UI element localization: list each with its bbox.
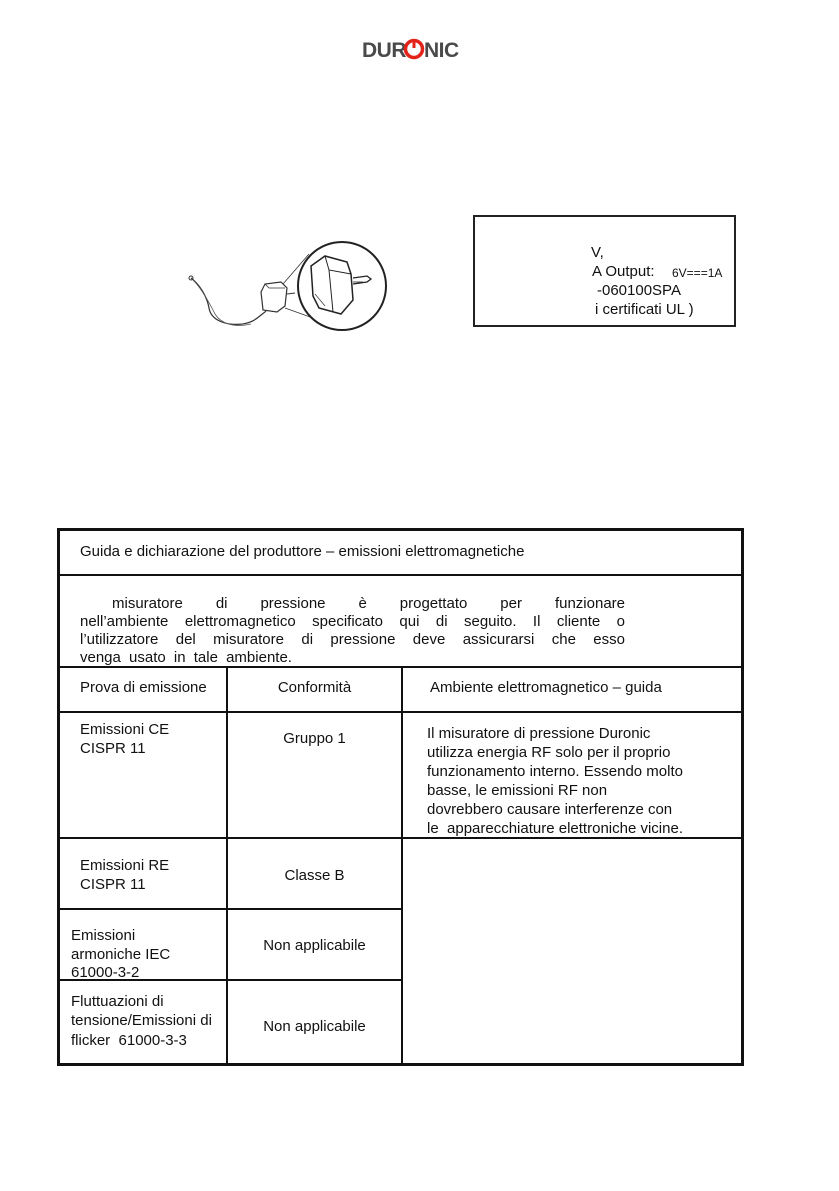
table-divider	[401, 667, 403, 1063]
spec-voltage: V,	[591, 244, 604, 261]
row2-compliance: Classe B	[284, 867, 345, 884]
logo-text-right: NIC	[424, 39, 459, 62]
row1-test-line1: Emissioni CE	[80, 721, 170, 738]
row1-guidance-line5: dovrebbero causare interferenze con	[427, 801, 673, 818]
specification-box	[473, 215, 736, 327]
row3-compliance: Non applicabile	[263, 937, 366, 954]
row1-guidance-line4: basse, le emissioni RF non	[427, 782, 608, 799]
row4-test-line3: flicker 61000-3-3	[71, 1032, 187, 1049]
power-adapter-illustration	[185, 236, 385, 336]
intro-line-3: l’utilizzatore del misuratore di pressione deve assicurarsi che esso	[80, 631, 625, 648]
row1-guidance-line1: Il misuratore di pressione Duronic	[427, 725, 651, 742]
spec-output-value: 6V===1A	[672, 266, 723, 280]
row1-guidance-line3: funzionamento interno. Essendo molto	[427, 763, 683, 780]
logo-text-left: DUR	[362, 39, 406, 62]
table-divider	[60, 574, 741, 576]
row4-test-line1: Fluttuazioni di	[71, 993, 164, 1010]
header-emission-test: Prova di emissione	[80, 679, 207, 696]
spec-model: -060100SPA	[597, 282, 681, 299]
intro-line-2: nell’ambiente elettromagnetico specificato qui di seguito. Il cliente o	[80, 613, 625, 630]
header-guidance: Ambiente elettromagnetico – guida	[430, 679, 662, 696]
row2-test-line2: CISPR 11	[80, 876, 146, 893]
row1-guidance-line2: utilizza energia RF solo per il proprio	[427, 744, 671, 761]
row3-test-line1: Emissioni	[71, 927, 136, 944]
table-title: Guida e dichiarazione del produttore – emissioni elettromagnetiche	[80, 543, 525, 560]
row3-test-line3: 61000-3-2	[71, 964, 140, 981]
row4-test-line2: tensione/Emissioni di	[71, 1012, 212, 1029]
table-divider	[60, 908, 401, 910]
emissions-table	[57, 528, 744, 1066]
spec-certification: i certificati UL )	[595, 301, 694, 318]
table-divider	[226, 667, 228, 1063]
intro-line-1: misuratore di pressione è progettato per funzionare	[112, 595, 625, 612]
row1-compliance: Gruppo 1	[283, 730, 346, 747]
duronic-logo	[362, 36, 459, 62]
row1-guidance-line6: le apparecchiature elettroniche vicine.	[427, 820, 683, 837]
row4-compliance: Non applicabile	[263, 1018, 366, 1035]
row3-test-line2: armoniche IEC	[71, 946, 171, 963]
spec-output-label: A Output:	[592, 263, 655, 280]
intro-line-4: venga usato in tale ambiente.	[80, 649, 292, 666]
row1-test-line2: CISPR 11	[80, 740, 146, 757]
header-compliance: Conformità	[277, 679, 352, 696]
row2-test-line1: Emissioni RE	[80, 857, 170, 874]
